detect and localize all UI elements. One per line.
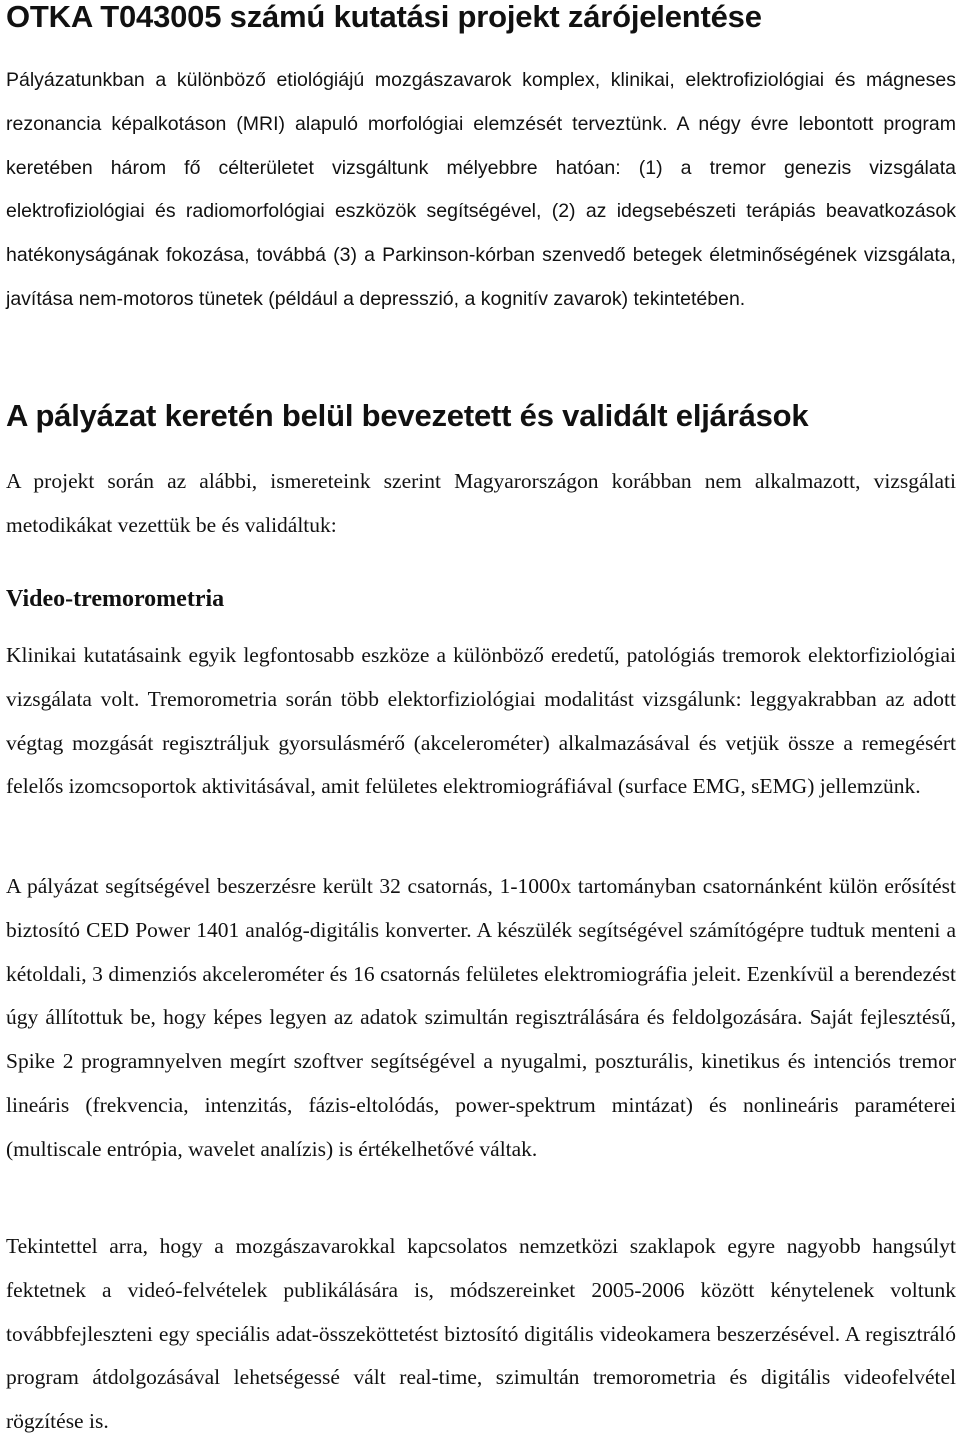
document-title: OTKA T043005 számú kutatási projekt zárójelentése (6, 0, 762, 34)
body-paragraph: A pályázat segítségével beszerzésre került 32 csatornás, 1-1000x tartományban csatornánként külön erősítést biztosító CED Power 1401 analóg-digitális konverter. A készülék segítségével számítógépre tudtuk menteni a kétoldali, 3 dimenziós akcelerométer és 16 csatornás felületes elektromiográfia jeleit. Ezenkívül a berendezést úgy állítottuk be, hogy képes legyen az adatok szimultán regisztrálására és feldolgozására. Saját fejlesztésű, Spike 2 programnyelven megírt szoftver segítségével a nyugalmi, poszturális, kinetikus és intenciós tremor lineáris (frekvencia, intenzitás, fázis-eltolódás, power-spektrum mintázat) és nonlineáris paraméterei (multiscale entrópia, wavelet analízis) is értékelhetővé váltak. (6, 874, 956, 1161)
body-paragraph: Tekintettel arra, hogy a mozgászavarokkal kapcsolatos nemzetközi szaklapok egyre nagyobb hangsúlyt fektetnek a videó-felvételek publikálására is, módszereinket 2005-2006 között kénytelenek voltunk továbbfejleszteni egy speciális adat-összeköttetést biztosító digitális videokamera beszerzésével. A regisztráló program átdolgozásával lehetségessé vált real-time, szimultán tremorometria és digitális videofelvétel rögzítése is. (6, 1234, 956, 1434)
section-intro-paragraph: A projekt során az alábbi, ismereteink szerint Magyarországon korábban nem alkalmazott, vizsgálati metodikákat vezettük be és validáltuk: (6, 469, 956, 537)
intro-paragraph: Pályázatunkban a különböző etiológiájú mozgászavarok komplex, klinikai, elektrofiziológiai és mágneses rezonancia képalkotáson (MRI) alapuló morfológiai elemzését terveztünk. A négy évre lebontott program keretében három fő célterületet vizsgáltunk mélyebbre hatóan: (1) a tremor genezis vizsgálata elektrofiziológiai és radiomorfológiai eszközök segítségével, (2) az idegsebészeti terápiás beavatkozások hatékonyságának fokozása, továbbá (3) a Parkinson-kórban szenvedő betegek életminőségének vizsgálata, javítása nem-motoros tünetek (például a depresszió, a kognitív zavarok) tekintetében. (6, 69, 956, 310)
subsection-heading: Video-tremorometria (6, 586, 225, 612)
section-heading: A pályázat keretén belül bevezetett és validált eljárások (6, 398, 809, 433)
body-paragraph: Klinikai kutatásaink egyik legfontosabb eszköze a különböző eredetű, patológiás tremorok elektorfiziológiai vizsgálata volt. Tremorometria során több elektorfiziológiai modalitást vizsgálunk: leggyakrabban az adott végtag mozgását regisztráljuk gyorsulásmérő (akcelerométer) alkalmazásával és vetjük össze a remegésért felelős izomcsoportok aktivitásával, amit felületes elektromiográfiával (surface EMG, sEMG) jellemzünk. (6, 643, 956, 799)
